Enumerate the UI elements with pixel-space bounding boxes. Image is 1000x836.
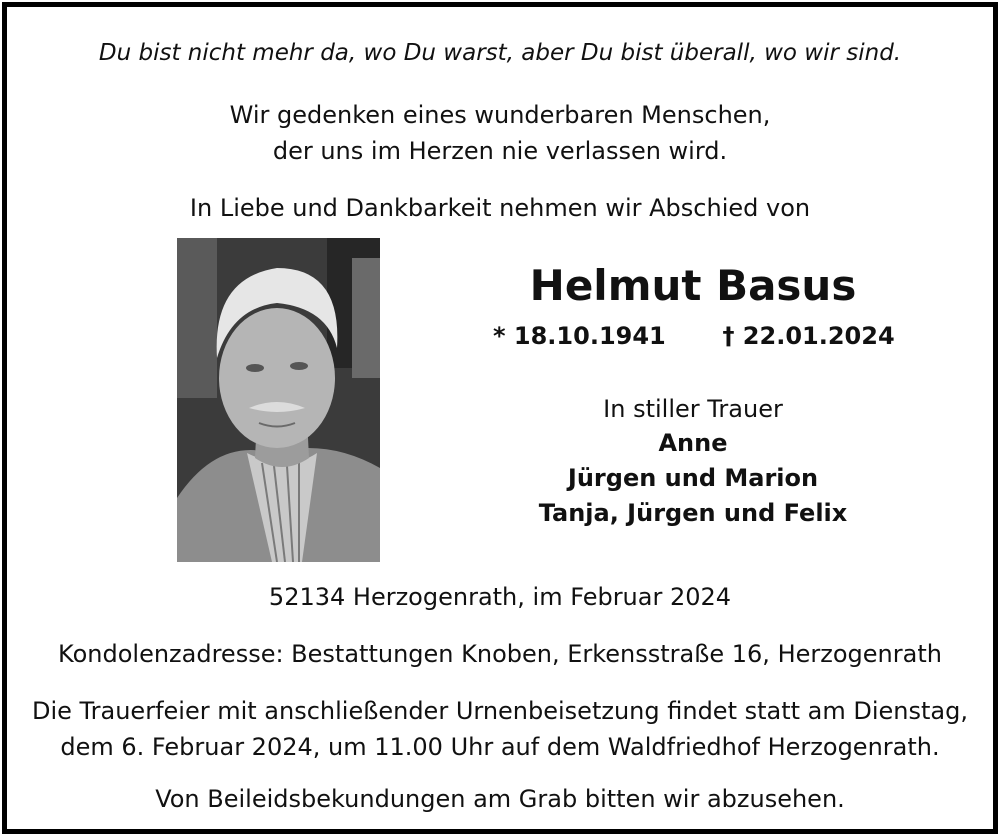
deceased-name: Helmut Basus [529,261,857,310]
death-date: † 22.01.2024 [722,322,895,350]
life-dates [493,320,893,352]
motto: Du bist nicht mehr da, wo Du warst, aber Du bist überall, wo wir sind. [98,40,902,66]
condolence-address: Kondolenzadresse: Bestattungen Knoben, Erkensstraße 16, Herzogenrath [58,640,942,668]
portrait-photo [177,238,380,562]
mourner-names-1: Anne [658,429,728,457]
obituary-notice [2,2,998,834]
farewell-line: In Liebe und Dankbarkeit nehmen wir Abschied von [189,194,811,222]
ceremony-line-1: Die Trauerfeier mit anschließender Urnenbeisetzung findet statt am Dienstag, [31,697,969,725]
place-date: 52134 Herzogenrath, im Februar 2024 [268,583,732,611]
intro-line-2: der uns im Herzen nie verlassen wird. [272,137,728,165]
closing-note: Von Beileidsbekundungen am Grab bitten wir abzusehen. [155,785,845,813]
birth-date: * 18.10.1941 [493,322,666,350]
ceremony-line-2: dem 6. Februar 2024, um 11.00 Uhr auf dem Waldfriedhof Herzogenrath. [60,733,940,761]
intro-line-1: Wir gedenken eines wunderbaren Menschen, [229,101,771,129]
mourner-names-2: Jürgen und Marion [567,464,819,492]
mourner-names-3: Tanja, Jürgen und Felix [538,499,848,527]
mourning-heading: In stiller Trauer [603,395,783,423]
